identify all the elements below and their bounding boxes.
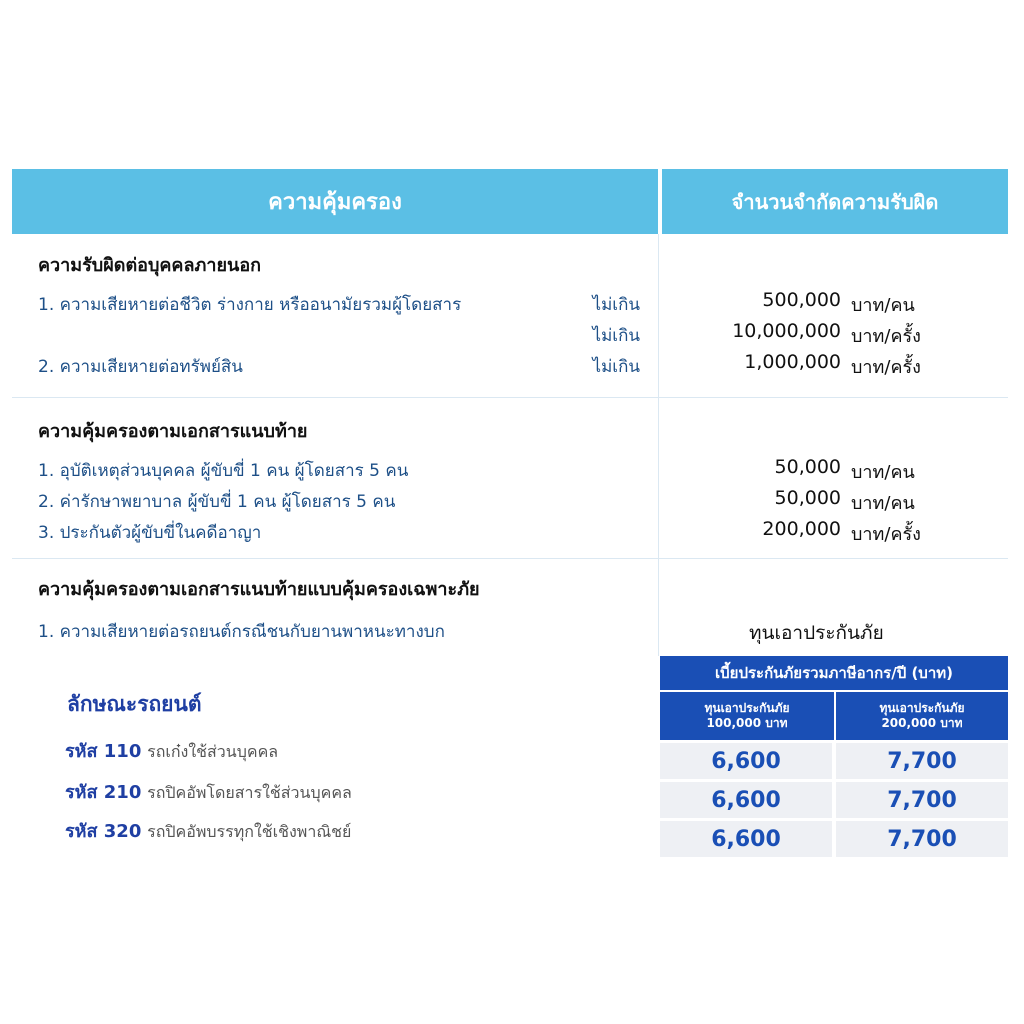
premium-row (660, 782, 1008, 818)
premium-table-subheader (660, 690, 1008, 740)
premium-200k: 7,700 (836, 782, 1008, 818)
vehicle-desc: รถเก๋งใช้ส่วนบุคคล (147, 742, 279, 761)
vehicle-row (65, 816, 351, 845)
premium-200k: 7,700 (836, 821, 1008, 857)
amount-unit: บาท/คน (851, 493, 915, 514)
coverage-item: 1. ความเสียหายต่อรถยนต์กรณีชนกับยานพาหนะทางบก (38, 622, 445, 642)
specific-peril-section (12, 559, 1008, 656)
limit-label: ไม่เกิน (592, 295, 640, 315)
vehicle-desc: รถปิคอัพโดยสารใช้ส่วนบุคคล (147, 783, 352, 802)
premium-table (660, 656, 1008, 857)
limit-label: ไม่เกิน (592, 357, 640, 377)
vehicle-code: รหัส 110 (65, 741, 142, 762)
coverage-item: 3. ประกันตัวผู้ขับขี่ในคดีอาญา (38, 523, 262, 543)
section-title: ความคุ้มครองตามเอกสารแนบท้ายแบบคุ้มครองเฉพาะภัย (38, 579, 480, 600)
amount-value: 1,000,000 (744, 351, 841, 373)
premium-200k: 7,700 (836, 743, 1008, 779)
sum-insured-200k-header: ทุนเอาประกันภัย 200,000 บาท (836, 690, 1008, 740)
table-header (12, 169, 1008, 234)
sum-insured-label: ทุนเอาประกันภัย (749, 622, 884, 644)
coverage-table (12, 169, 1008, 851)
premium-table-title: เบี้ยประกันภัยรวมภาษีอากร/ปี (บาท) (660, 656, 1008, 690)
premium-100k: 6,600 (660, 821, 832, 857)
vehicle-row (65, 736, 278, 765)
limit-header: จำนวนจำกัดความรับผิด (662, 169, 1008, 234)
amount-unit: บาท/ครั้ง (851, 326, 921, 347)
amount-value: 200,000 (762, 518, 841, 540)
vehicle-type-title: ลักษณะรถยนต์ (67, 692, 202, 716)
premium-row (660, 821, 1008, 857)
vehicle-code: รหัส 320 (65, 821, 142, 842)
amount-unit: บาท/คน (851, 295, 915, 316)
sum-insured-100k-header: ทุนเอาประกันภัย 100,000 บาท (660, 690, 836, 740)
section-title: ความรับผิดต่อบุคคลภายนอก (38, 255, 262, 276)
section-title: ความคุ้มครองตามเอกสารแนบท้าย (38, 421, 308, 442)
amount-value: 500,000 (762, 289, 841, 311)
premium-section (12, 656, 1008, 851)
coverage-item: 1. ความเสียหายต่อชีวิต ร่างกาย หรืออนามัยรวมผู้โดยสาร (38, 295, 462, 315)
coverage-item: 2. ค่ารักษาพยาบาล ผู้ขับขี่ 1 คน ผู้โดยสาร 5 คน (38, 492, 396, 512)
premium-row (660, 743, 1008, 779)
vehicle-row (65, 777, 352, 806)
vehicle-desc: รถปิคอัพบรรทุกใช้เชิงพาณิชย์ (147, 822, 352, 841)
amount-unit: บาท/คน (851, 462, 915, 483)
amount-value: 10,000,000 (732, 320, 841, 342)
coverage-item: 2. ความเสียหายต่อทรัพย์สิน (38, 357, 243, 377)
coverage-header: ความคุ้มครอง (12, 169, 658, 234)
third-party-liability-section (12, 234, 1008, 398)
endorsement-section (12, 398, 1008, 559)
amount-value: 50,000 (774, 487, 841, 509)
vehicle-code: รหัส 210 (65, 782, 142, 803)
amount-unit: บาท/ครั้ง (851, 357, 921, 378)
amount-value: 50,000 (774, 456, 841, 478)
coverage-item: 1. อุบัติเหตุส่วนบุคคล ผู้ขับขี่ 1 คน ผู้โดยสาร 5 คน (38, 461, 409, 481)
limit-label: ไม่เกิน (592, 326, 640, 346)
premium-100k: 6,600 (660, 743, 832, 779)
amount-unit: บาท/ครั้ง (851, 524, 921, 545)
premium-100k: 6,600 (660, 782, 832, 818)
